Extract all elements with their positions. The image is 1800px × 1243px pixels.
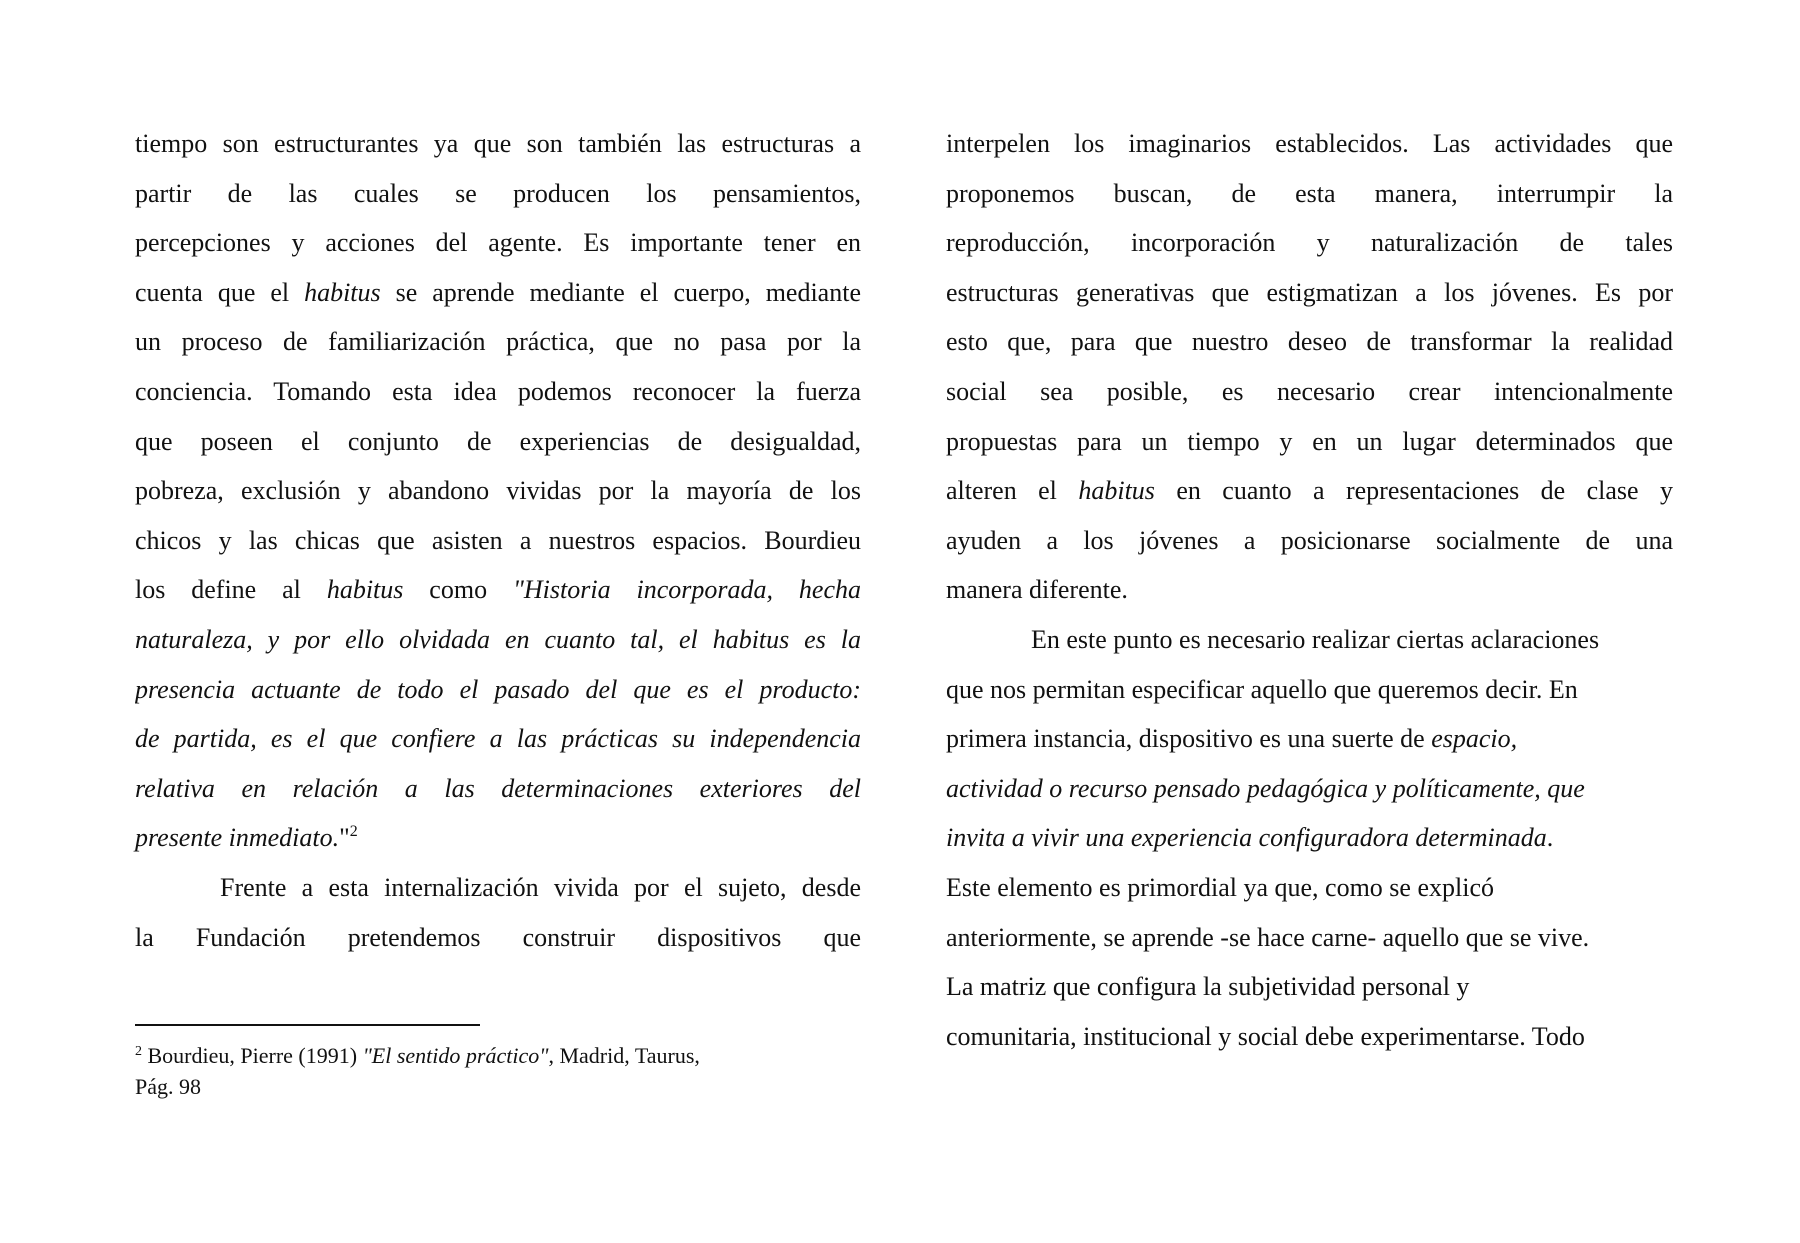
italic-text: naturaleza, y por ello olvidada en cuanto tal, el habitus es la [135, 624, 861, 654]
text-line [135, 565, 861, 615]
text-segment: Frente a esta internalización vivida por el sujeto, desde [220, 872, 861, 902]
text-segment: La matriz que configura la subjetividad personal y [946, 972, 1470, 1002]
text-line [946, 268, 1673, 318]
text-segment: se aprende mediante el cuerpo, mediante [380, 277, 861, 307]
text-line [946, 218, 1673, 268]
text-segment: un proceso de familiarización práctica, que no pasa por la [135, 327, 861, 357]
text-segment: como [403, 575, 513, 605]
footnote-title: "El sentido práctico" [362, 1043, 549, 1068]
text-line [135, 863, 861, 913]
text-segment: " [339, 823, 350, 853]
text-segment: propuestas para un tiempo y en un lugar determinados que [946, 426, 1673, 456]
text-line [135, 466, 861, 516]
text-segment: chicos y las chicas que asisten a nuestros espacios. Bourdieu [135, 525, 861, 555]
footnote-line: Pág. 98 [135, 1074, 201, 1099]
text-line [946, 466, 1673, 516]
footnote-text: , Madrid, Taurus, [548, 1043, 700, 1068]
text-segment: pobreza, exclusión y abandono vividas por la mayoría de los [135, 476, 861, 506]
text-line [135, 714, 861, 764]
text-line [946, 317, 1673, 367]
text-line [946, 962, 1673, 1012]
text-segment: esto que, para que nuestro deseo de transformar la realidad [946, 327, 1673, 357]
text-line [135, 813, 861, 863]
text-line [135, 913, 861, 963]
text-segment: anteriormente, se aprende -se hace carne- aquello que se vive. [946, 922, 1590, 952]
text-line [946, 665, 1673, 715]
text-line [946, 119, 1673, 169]
text-segment: partir de las cuales se producen los pensamientos, [135, 178, 861, 208]
text-line [946, 565, 1673, 615]
text-line [946, 516, 1673, 566]
text-line [135, 417, 861, 467]
text-line [135, 268, 861, 318]
italic-text: presente inmediato. [135, 823, 340, 853]
italic-text: espacio, [1431, 724, 1518, 754]
text-segment: tiempo son estructurantes ya que son también las estructuras a [135, 129, 861, 158]
text-segment: que nos permitan especificar aquello que queremos decir. En [946, 674, 1578, 704]
italic-text: habitus [1078, 476, 1155, 506]
text-line [946, 913, 1673, 963]
text-line [135, 516, 861, 566]
text-segment: reproducción, incorporación y naturalización de tales [946, 228, 1673, 258]
italic-text: actividad o recurso pensado pedagógica y políticamente, que [946, 773, 1585, 803]
left-column [135, 119, 861, 962]
text-segment: En este punto es necesario realizar ciertas aclaraciones [1031, 624, 1600, 654]
italic-text: habitus [326, 575, 404, 605]
italic-text: "Historia incorporada, hecha [512, 575, 861, 605]
text-segment: interpelen los imaginarios establecidos. Las actividades que [946, 129, 1673, 158]
text-line [946, 863, 1673, 913]
text-segment: estructuras generativas que estigmatizan a los jóvenes. Es por [946, 277, 1673, 307]
text-segment: los define al [135, 575, 327, 605]
text-line [946, 169, 1673, 219]
footnote-reference: 2 [349, 823, 358, 841]
text-line [135, 665, 861, 715]
text-segment: que poseen el conjunto de experiencias de desigualdad, [135, 426, 861, 456]
text-line [946, 367, 1673, 417]
text-segment: manera diferente. [946, 575, 1128, 605]
italic-text: de partida, es el que confiere a las prácticas su independencia [135, 724, 861, 754]
footnote-line [135, 1040, 861, 1071]
text-segment: social sea posible, es necesario crear intencionalmente [946, 376, 1673, 406]
text-line [135, 169, 861, 219]
italic-text: relativa en relación a las determinaciones exteriores del [135, 773, 861, 803]
text-line [135, 218, 861, 268]
text-line [946, 714, 1673, 764]
text-segment: . [1546, 823, 1554, 853]
footnote [135, 1040, 861, 1102]
footnote-number: 2 [135, 1044, 142, 1059]
text-line [135, 764, 861, 814]
text-segment: la Fundación pretendemos construir dispositivos que [135, 922, 861, 952]
text-segment: primera instancia, dispositivo es una suerte de [946, 724, 1432, 754]
footnote-separator [135, 1024, 480, 1026]
italic-text: presencia actuante de todo el pasado del que es el producto: [135, 674, 861, 704]
text-segment: proponemos buscan, de esta manera, interrumpir la [946, 178, 1673, 208]
italic-text: habitus [304, 277, 381, 307]
text-segment: comunitaria, institucional y social debe experimentarse. Todo [946, 1021, 1585, 1051]
text-line [946, 813, 1673, 863]
text-segment: en cuanto a representaciones de clase y [1154, 476, 1673, 506]
text-line [946, 1012, 1673, 1062]
italic-text: invita a vivir una experiencia configuradora determinada [946, 823, 1547, 853]
text-line [946, 615, 1673, 665]
text-line [135, 367, 861, 417]
text-segment: ayuden a los jóvenes a posicionarse socialmente de una [946, 525, 1673, 555]
text-line [946, 764, 1673, 814]
footnote-text: Bourdieu, Pierre (1991) [142, 1043, 363, 1068]
text-segment: percepciones y acciones del agente. Es importante tener en [135, 228, 861, 258]
text-line [135, 119, 861, 169]
text-line [135, 317, 861, 367]
text-segment: Este elemento es primordial ya que, como se explicó [946, 872, 1494, 902]
text-line [135, 615, 861, 665]
text-segment: alteren el [946, 476, 1079, 506]
text-segment: conciencia. Tomando esta idea podemos reconocer la fuerza [135, 376, 861, 406]
text-segment: cuenta que el [135, 277, 305, 307]
right-column [946, 119, 1673, 1061]
text-line [946, 417, 1673, 467]
